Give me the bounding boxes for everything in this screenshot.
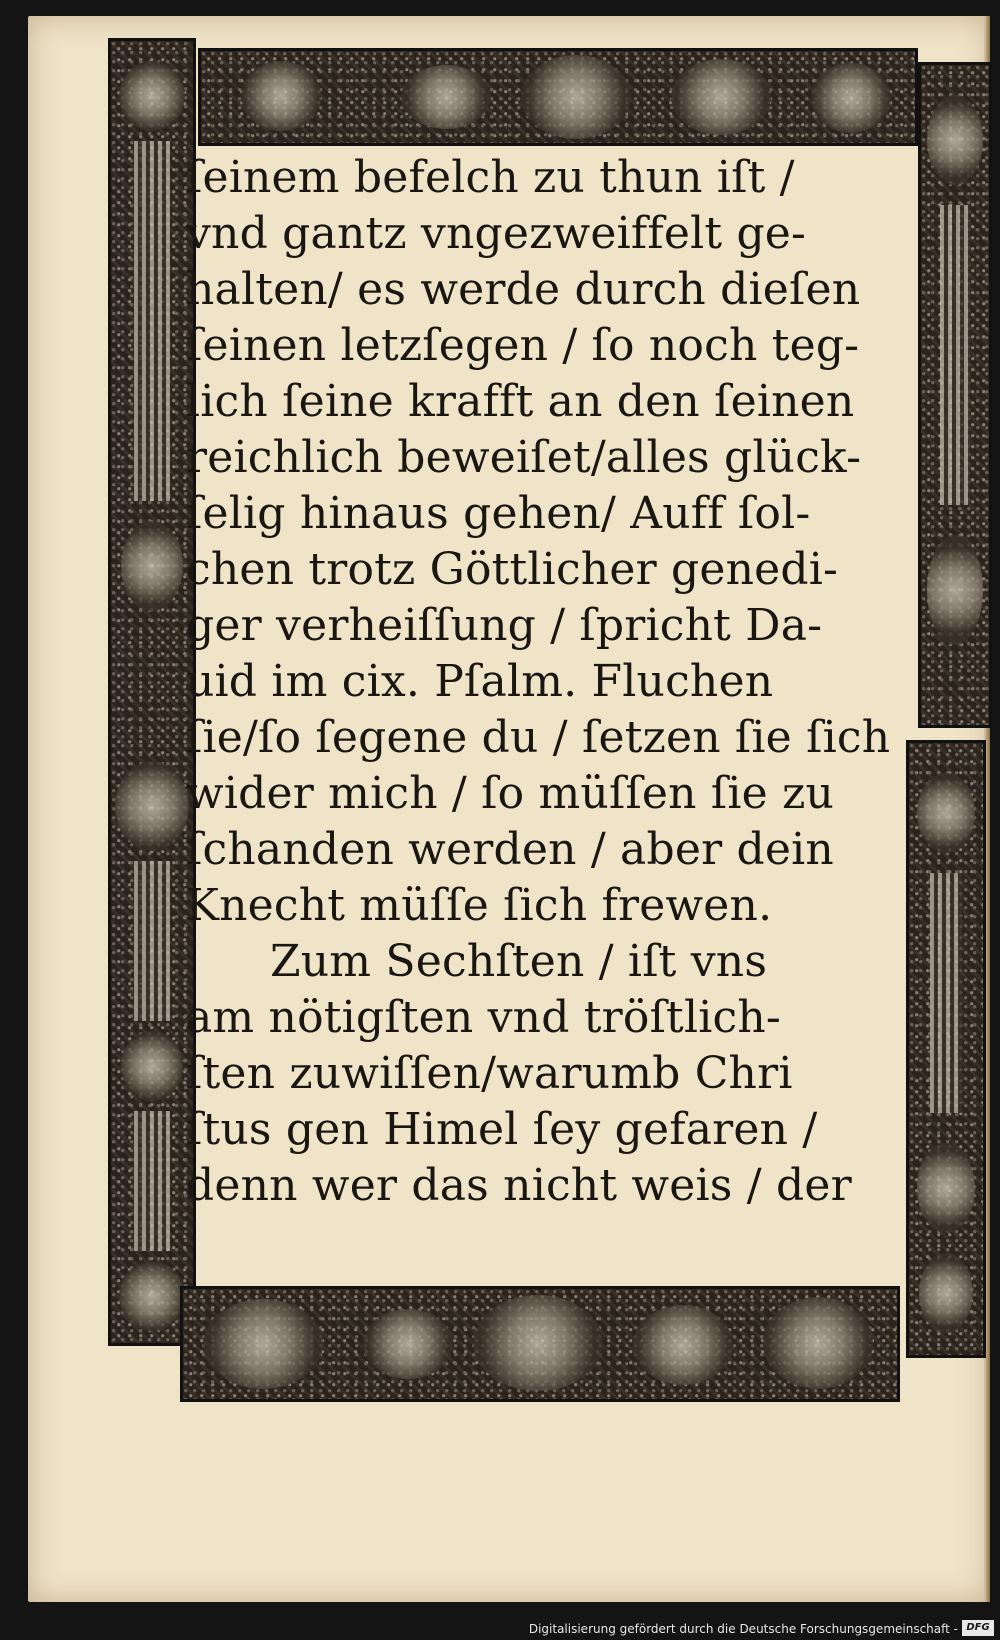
text-line: am nötigſten vnd tröſtlich- xyxy=(186,992,781,1043)
text-line: vnd gantz vngezweiffelt ge- xyxy=(186,208,807,259)
text-line: ſie/ſo ſegene du / ſetzen ſie ſich xyxy=(186,712,891,763)
footer-bar xyxy=(0,1602,1000,1640)
text-line: ſchanden werden / aber dein xyxy=(186,824,834,875)
text-line: ſelig hinaus gehen/ Auff ſol- xyxy=(186,488,811,539)
text-line: Knecht müſſe ſich frewen. xyxy=(186,880,773,931)
dfg-logo: DFG xyxy=(962,1620,994,1636)
footer-credit: Digitalisierung gefördert durch die Deutsche Forschungsgemeinschaft - xyxy=(528,1622,958,1636)
text-line: denn wer das nicht weis / der xyxy=(186,1160,852,1211)
text-line: uid im cix. Pſalm. Fluchen xyxy=(186,656,774,707)
text-line: chen trotz Göttlicher genedi- xyxy=(186,544,839,595)
text-line: reichlich beweiſet/alles glück- xyxy=(186,432,862,483)
border-right-pillar-upper xyxy=(918,62,992,728)
text-line: ſtus gen Himel ſey gefaren / xyxy=(186,1104,818,1155)
text-line: Zum Sechſten / iſt vns xyxy=(270,936,768,987)
text-line: wider mich / ſo müſſen ſie zu xyxy=(186,768,834,819)
border-left-pillar xyxy=(108,38,196,1346)
text-line: ger verheiſſung / ſpricht Da- xyxy=(186,600,823,651)
border-right-pillar-lower xyxy=(906,740,986,1358)
text-line: ſeinem befelch zu thun iſt / xyxy=(186,152,795,203)
border-top-ornament xyxy=(198,48,918,146)
text-line: lich ſeine krafft an den ſeinen xyxy=(186,376,855,427)
text-line: ſeinen letzſegen / ſo noch teg- xyxy=(186,320,860,371)
text-line: halten/ es werde durch dieſen xyxy=(186,264,861,315)
border-bottom-ornament xyxy=(180,1286,900,1402)
text-line: ſten zuwiſſen/warumb Chri xyxy=(186,1048,793,1099)
page-text xyxy=(186,150,891,1230)
